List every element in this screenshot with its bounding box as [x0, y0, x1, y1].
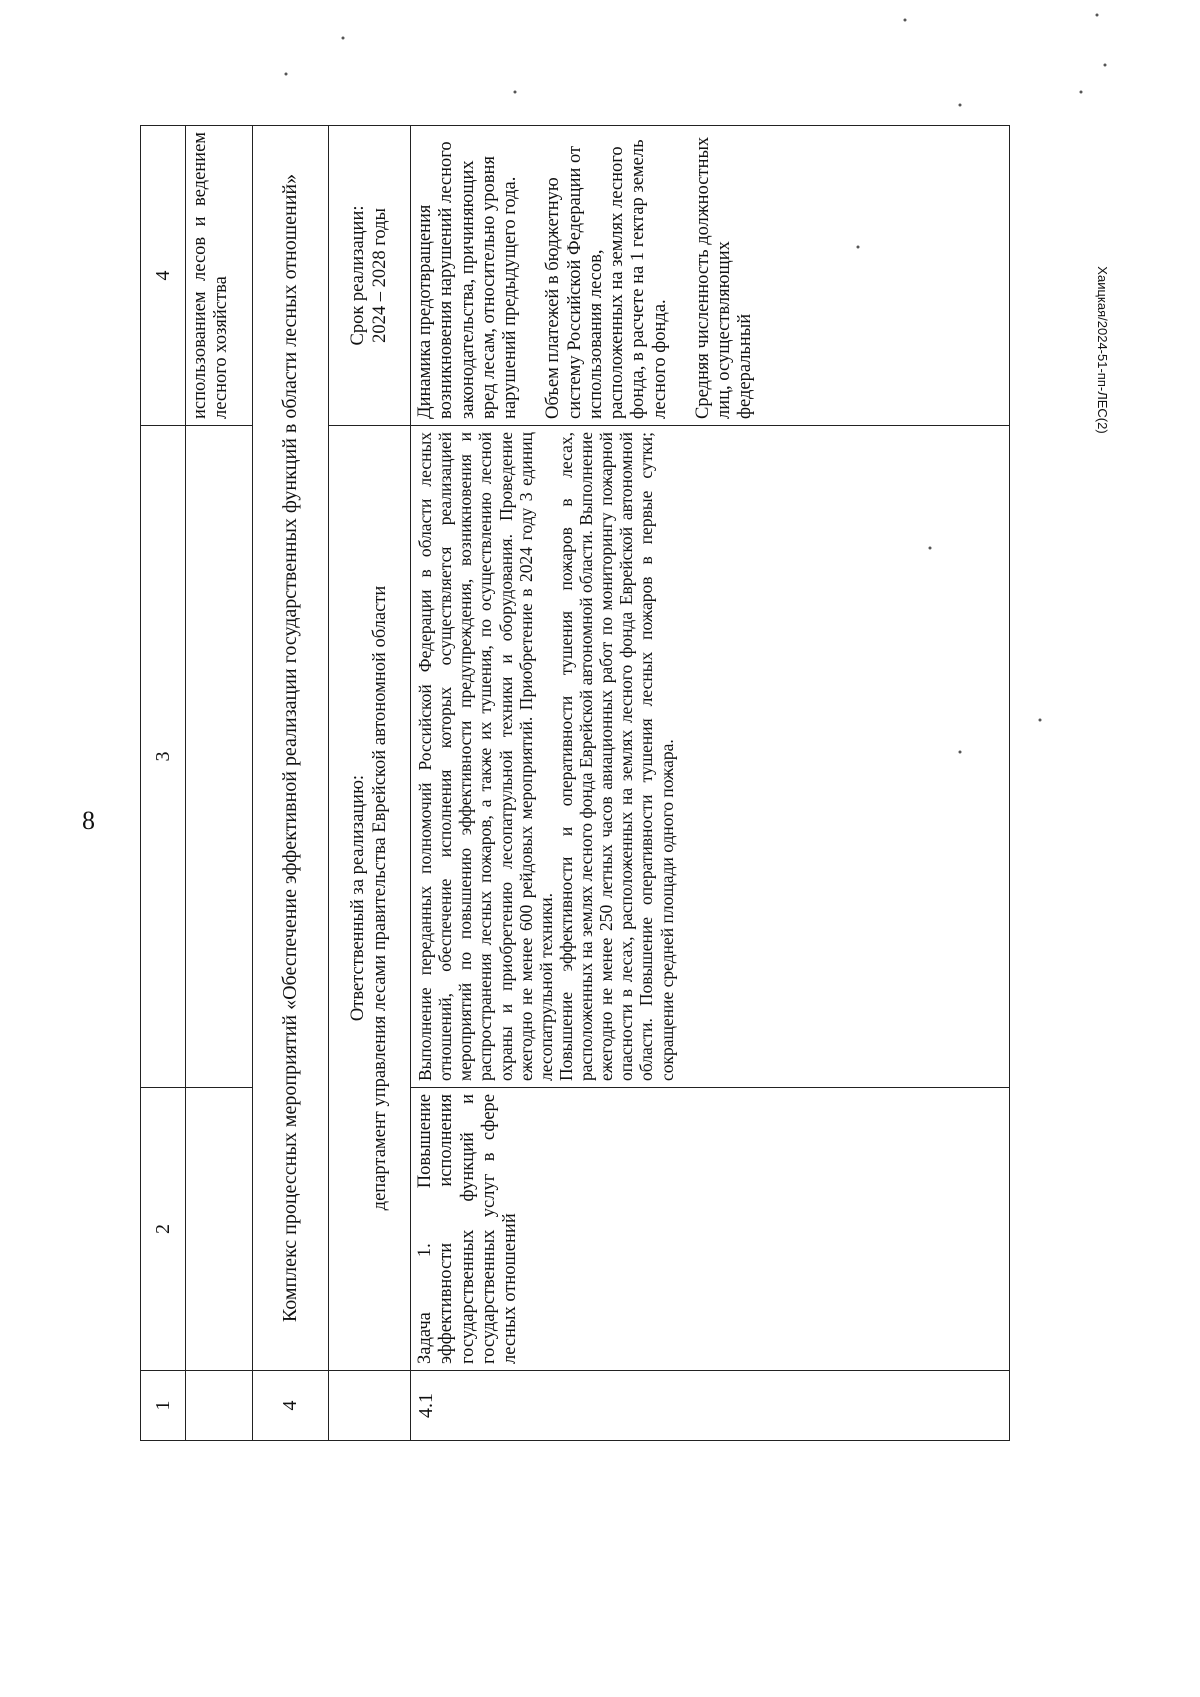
- section-title: Комплекс процессных мероприятий «Обеспечение эффективной реализации государственных функций в области лесных отношений»: [253, 126, 329, 1371]
- section-row: [253, 126, 329, 1441]
- term-value: 2024 – 2028 годы: [369, 208, 390, 343]
- term-cell: [329, 126, 411, 426]
- responsible-label: Ответственный за реализацию:: [348, 774, 369, 1022]
- header-col-3: 3: [141, 426, 186, 1088]
- continuation-col-2: [186, 1088, 253, 1371]
- continuation-col-1: [186, 1371, 253, 1441]
- header-row: [141, 126, 186, 1441]
- description-paragraph-2: Повышение эффективности и оперативности тушения пожаров в лесах, расположенных на землях лесного фонда Еврейской автономной области. Выполнение ежегодно не менее 250 летных часов авиационных работ по мониторингу пожарной опасности в лесах, расположенных на землях лесного фонда Еврейской автономной области. Повышение оперативности тушения лесных пожаров в первые сутки; сокращение средней площади одного пожара.: [555, 432, 677, 1081]
- task-indicators: [411, 126, 1010, 426]
- task-row: [411, 126, 1010, 1441]
- header-col-4: 4: [141, 126, 186, 426]
- page-number: 8: [82, 806, 95, 835]
- section-number: 4: [253, 1371, 329, 1441]
- term-label: Срок реализации:: [348, 205, 369, 346]
- activities-table: [140, 125, 1010, 1441]
- rotated-table-frame: [140, 126, 1010, 1441]
- continuation-col-4: использованием лесов и ведением лесного хозяйства: [186, 126, 253, 426]
- responsible-col-1: [329, 1371, 411, 1441]
- responsible-cell: [329, 426, 411, 1371]
- task-description: [411, 426, 1010, 1088]
- continuation-row: [186, 126, 253, 1441]
- description-paragraph-1: Выполнение переданных полномочий Российской Федерации в области лесных отношений, обеспечение исполнения которых осуществляется реализацией мероприятий по повышению эффективности предупреждения, возникновения и распространения лесных пожаров, а также их тушения, по осуществлению лесной охраны и приобретению лесопатрульной техники и оборудования. Проведение ежегодно не менее 600 рейдовых мероприятий. Приобретение в 2024 году 3 единиц лесопатрульной техники.: [415, 432, 556, 1081]
- indicator-1: Динамика предотвращения возникновения нарушений лесного законодательства, причиняющих вред лесам, относительно уровня нарушений предыдущего года.: [415, 141, 521, 419]
- indicator-3: Средняя численность должностных лиц, осуществляющих федеральный: [692, 136, 756, 419]
- task-number: 4.1: [411, 1371, 1010, 1441]
- task-title: Задача 1. Повышение эффективности исполнения государственных функций и государственных услуг в сфере лесных отношений: [411, 1088, 1010, 1371]
- responsible-value: департамент управления лесами правительства Еврейской автономной области: [369, 585, 390, 1211]
- responsible-row: [329, 126, 411, 1441]
- indicator-2: Объем платежей в бюджетную систему Российской Федерации от использования лесов, расположенных на землях лесного фонда, в расчете на 1 гектар земель лесного фонда.: [543, 139, 670, 419]
- document-code: Хаицкая/2024-51-пп-ЛЕС(2): [1095, 266, 1110, 434]
- continuation-col-3: [186, 426, 253, 1088]
- header-col-2: 2: [141, 1088, 186, 1371]
- header-col-1: 1: [141, 1371, 186, 1441]
